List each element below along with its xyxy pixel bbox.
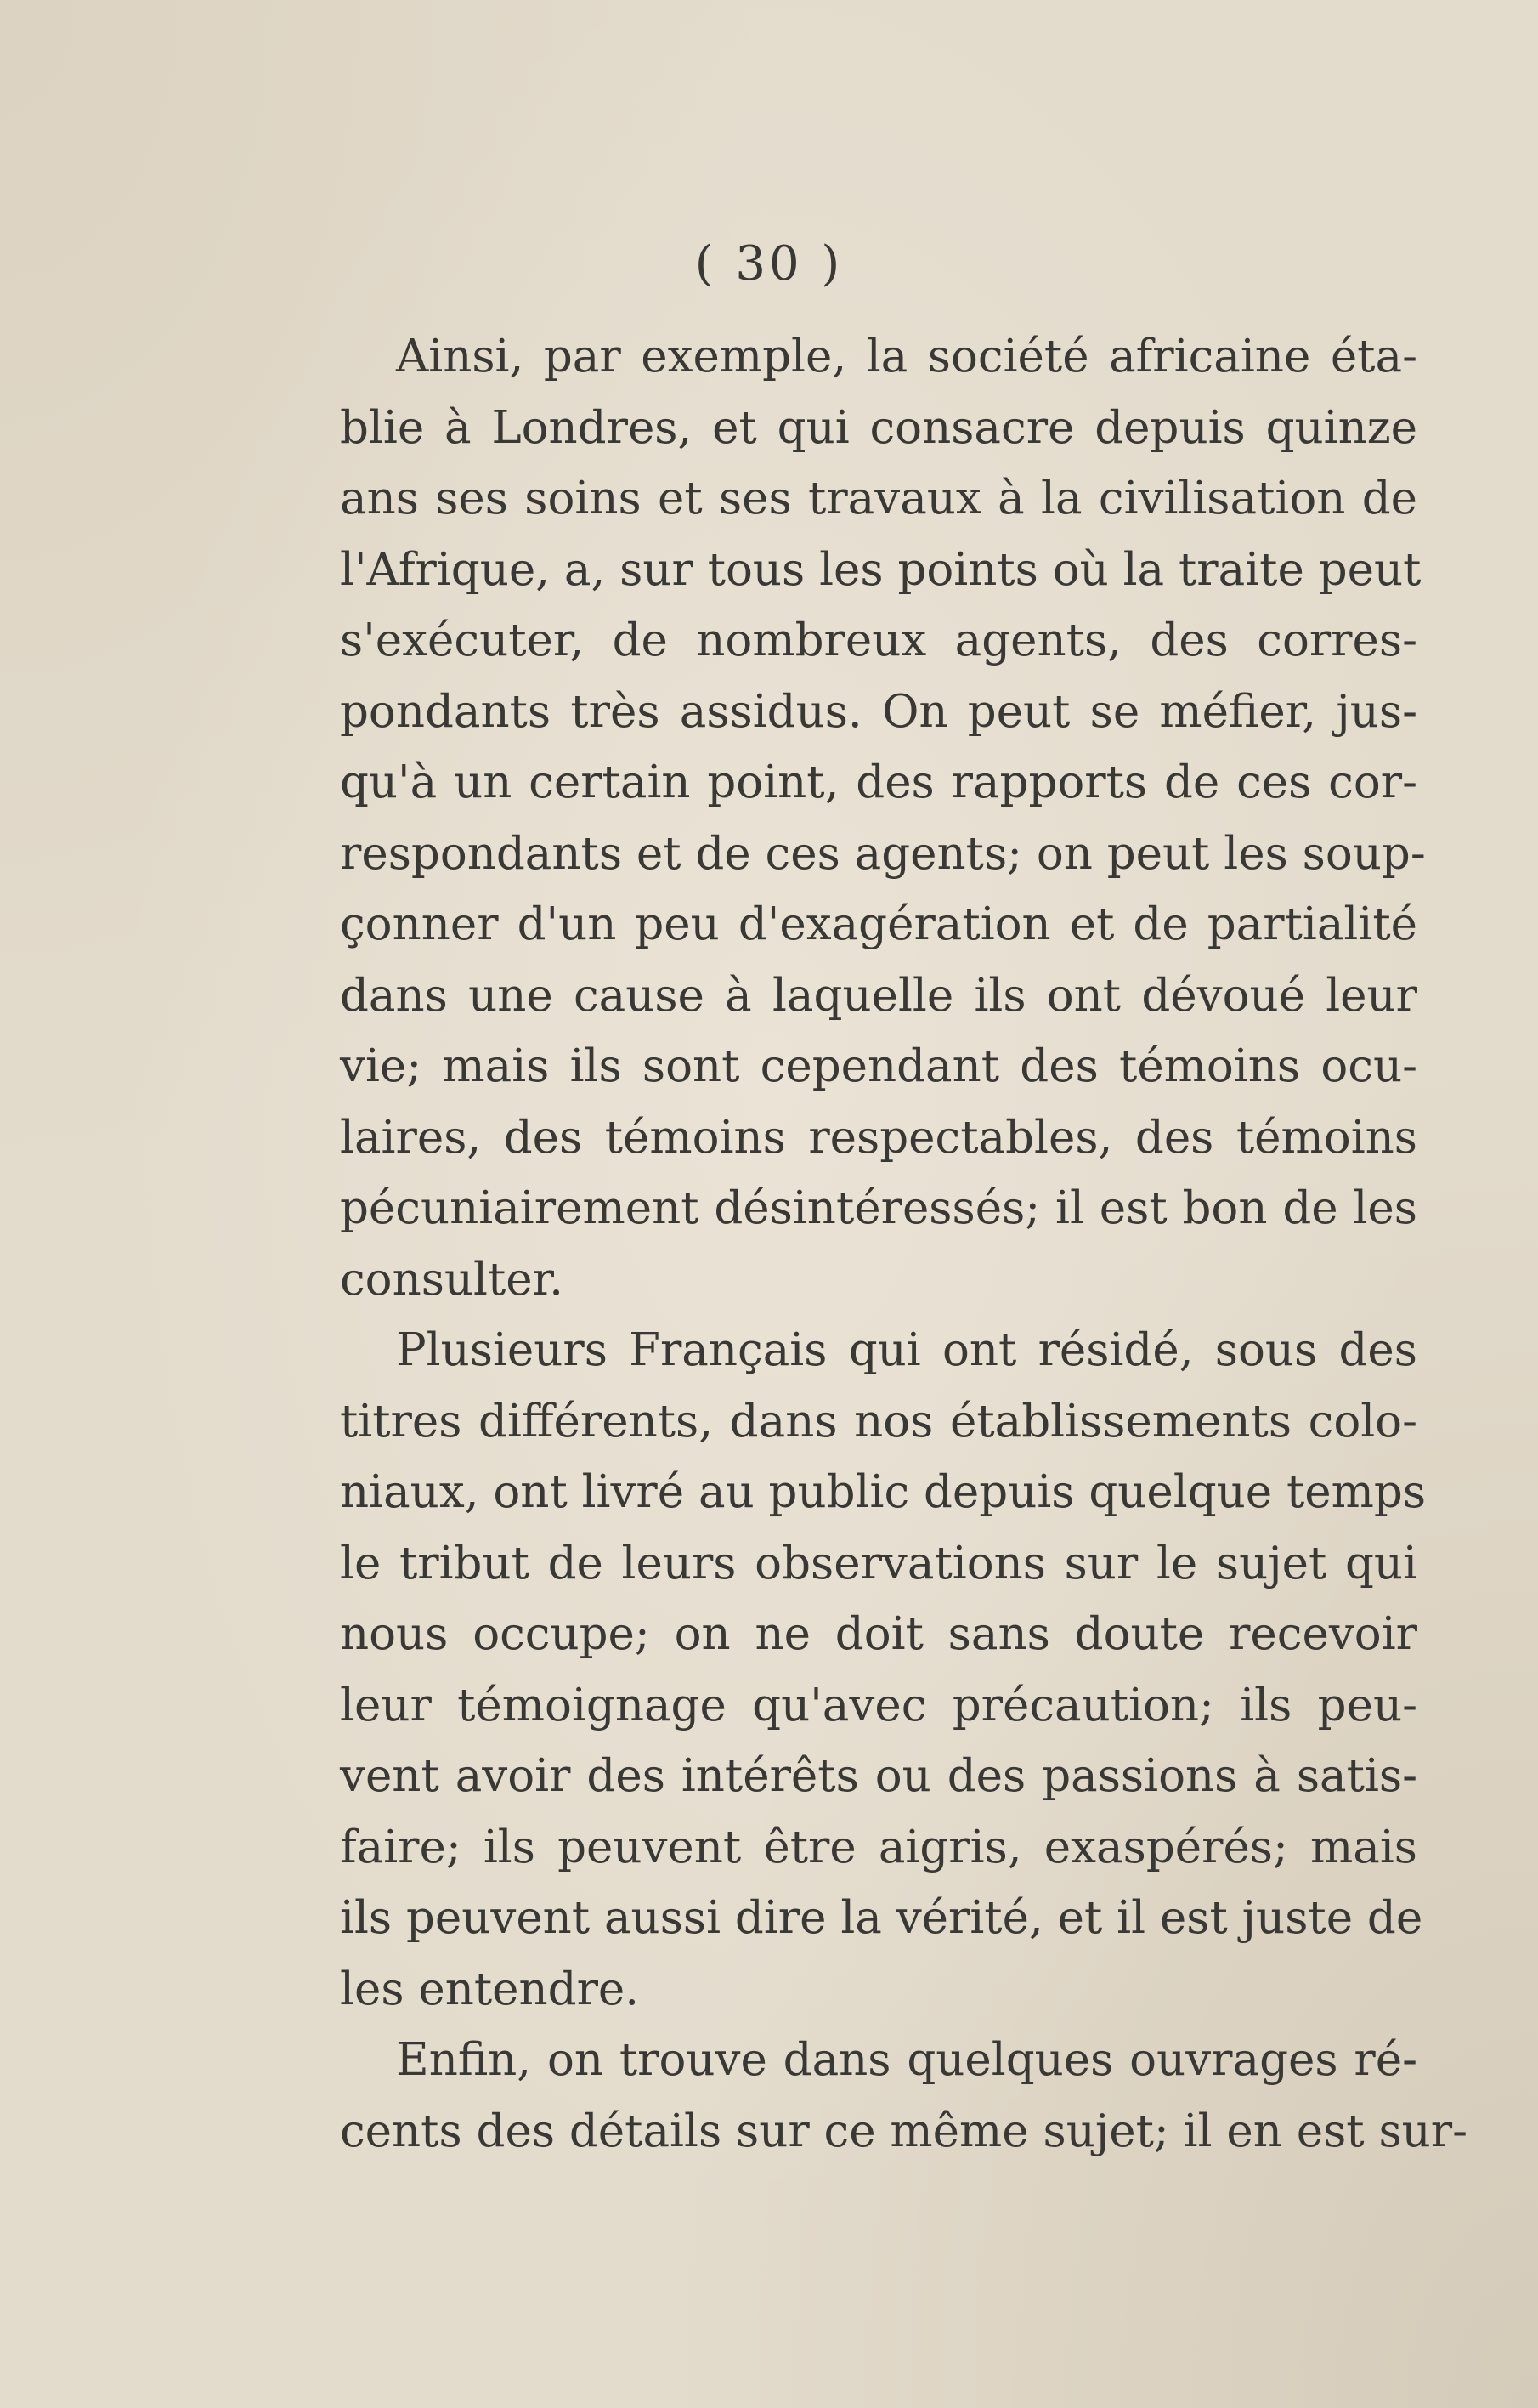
text-line: Plusieurs Français qui ont résidé, sous des (396, 1324, 1417, 1376)
text-line: ans ses soins et ses travaux à la civilisation de (340, 473, 1417, 524)
text-line: çonner d'un peu d'exagération et de partialité (340, 898, 1417, 950)
text-line: niaux, ont livré au public depuis quelque temps (340, 1466, 1427, 1518)
text-line: laires, des témoins respectables, des témoins (340, 1111, 1417, 1164)
text-line: le tribut de leurs observations sur le sujet qui (340, 1537, 1417, 1589)
paragraph (340, 2025, 1468, 2167)
text-line: Enfin, on trouve dans quelques ouvrages ré- (396, 2034, 1417, 2086)
text-line: faire; ils peuvent être aigris, exaspérés; mais (340, 1821, 1417, 1873)
text-line: qu'à un certain point, des rapports de ces cor- (340, 756, 1417, 808)
text-line: pondants très assidus. On peut se méfier, jus- (340, 685, 1417, 738)
text-line: blie à Londres, et qui consacre depuis quinze (340, 401, 1417, 454)
text-line: respondants et de ces agents; on peut les soup- (340, 827, 1426, 880)
text-line: vent avoir des intérêts ou des passions à satis- (340, 1750, 1417, 1802)
text-line: Ainsi, par exemple, la société africaine éta- (396, 331, 1417, 382)
text-line: consulter. (340, 1253, 564, 1306)
text-line: cents des détails sur ce même sujet; il en est sur- (340, 2105, 1468, 2157)
paragraph (340, 1315, 1427, 2025)
text-line: s'exécuter, de nombreux agents, des corres- (340, 615, 1417, 666)
text-line: l'Afrique, a, sur tous les points où la traite peut (340, 543, 1422, 596)
text-line: vie; mais ils sont cependant des témoins ocu- (340, 1040, 1417, 1092)
text-line: nous occupe; on ne doit sans doute recevoir (340, 1608, 1417, 1660)
text-line: pécuniairement désintéressés; il est bon de les (340, 1182, 1417, 1234)
body-text (340, 321, 1468, 2167)
paragraph (340, 321, 1426, 1315)
text-line: ils peuvent aussi dire la vérité, et il est juste de (340, 1892, 1423, 1944)
text-line: titres différents, dans nos établissements colo- (340, 1395, 1417, 1448)
text-line: dans une cause à laquelle ils ont dévoué leur (340, 969, 1417, 1022)
text-line: leur témoignage qu'avec précaution; ils peu- (340, 1679, 1417, 1731)
text-line: les entendre. (340, 1963, 640, 2015)
page-number: ( 30 ) (694, 236, 844, 292)
